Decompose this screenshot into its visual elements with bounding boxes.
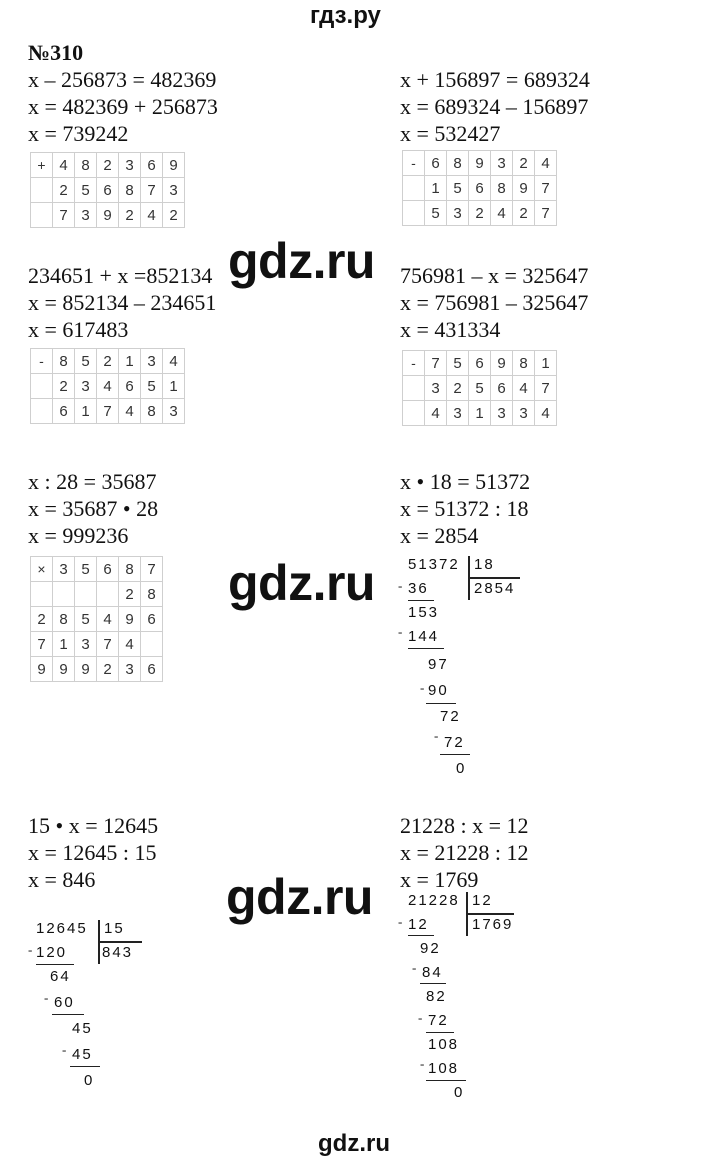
digit-cell: 8 [513, 351, 535, 376]
digit-cell: 8 [447, 151, 469, 176]
equation-line: x = 846 [28, 867, 96, 892]
equation-1 [28, 66, 218, 147]
digit-cell: 9 [163, 153, 185, 178]
digit-cell: 5 [141, 374, 163, 399]
digit-cell: 5 [447, 176, 469, 201]
digit-cell: 4 [97, 607, 119, 632]
division-step: 0 [456, 760, 467, 777]
digit-cell: 2 [163, 203, 185, 228]
division-step: 72 [428, 1012, 449, 1029]
digit-cell: 3 [119, 657, 141, 682]
digit-cell: 3 [163, 178, 185, 203]
digit-cell: 1 [535, 351, 557, 376]
watermark: gdz.ru [226, 869, 373, 925]
division-step: 12 [408, 916, 429, 933]
equation-4 [400, 262, 588, 343]
division-step: 45 [72, 1020, 93, 1037]
digit-cell: 7 [97, 632, 119, 657]
quotient: 843 [102, 944, 134, 961]
digit-cell: 5 [447, 351, 469, 376]
equation-line: x = 35687 • 28 [28, 496, 159, 521]
digit-cell: 1 [163, 374, 185, 399]
digit-cell: 1 [53, 632, 75, 657]
division-step: 72 [440, 708, 461, 725]
digit-cell: 6 [53, 399, 75, 424]
task-number: №310 [28, 40, 84, 65]
digit-cell: 3 [447, 401, 469, 426]
digit-cell: 4 [425, 401, 447, 426]
digit-cell: 8 [75, 153, 97, 178]
equation-line: x = 12645 : 15 [28, 840, 157, 865]
digit-cell: 6 [141, 153, 163, 178]
dividend: 21228 [408, 892, 460, 909]
equation-line: 15 • x = 12645 [28, 813, 159, 838]
watermark: gdz.ru [228, 555, 375, 611]
digit-cell: 4 [53, 153, 75, 178]
digit-cell: 7 [53, 203, 75, 228]
digit-cell: 4 [97, 374, 119, 399]
digit-cell [97, 582, 119, 607]
digit-cell [141, 632, 163, 657]
equation-line: x = 2854 [400, 523, 479, 548]
digit-cell: 8 [141, 399, 163, 424]
equation-line: x = 482369 + 256873 [28, 94, 218, 119]
digit-cell: 9 [75, 657, 97, 682]
digit-cell: 8 [119, 178, 141, 203]
digit-cell: 3 [53, 557, 75, 582]
digit-cell: 9 [491, 351, 513, 376]
operation-sign: + [31, 153, 53, 178]
digit-cell: 4 [119, 632, 141, 657]
digit-cell: 8 [53, 349, 75, 374]
digit-cell: 7 [97, 399, 119, 424]
operation-sign: × [31, 557, 53, 582]
digit-cell: 3 [447, 201, 469, 226]
digit-cell: 1 [469, 401, 491, 426]
equation-2 [400, 66, 590, 147]
digit-cell: 3 [119, 153, 141, 178]
digit-cell: 7 [535, 176, 557, 201]
digit-cell: 6 [97, 557, 119, 582]
digit-cell: 6 [469, 176, 491, 201]
digit-cell: 2 [513, 151, 535, 176]
quotient: 1769 [472, 916, 514, 933]
equation-line: x = 431334 [400, 317, 501, 342]
division-step: 92 [420, 940, 441, 957]
column-multiplication-table [30, 556, 163, 682]
digit-cell: 6 [141, 657, 163, 682]
equation-line: x : 28 = 35687 [28, 469, 157, 494]
digit-cell: 2 [119, 203, 141, 228]
equation-3 [28, 262, 216, 343]
operation-sign: - [403, 351, 425, 376]
digit-cell: 7 [425, 351, 447, 376]
long-division-3: 21228 12 1769 - 12 92 - 84 82 - 72 108 - 108 0 [398, 892, 514, 1101]
digit-cell: 9 [119, 607, 141, 632]
equation-line: x + 156897 = 689324 [400, 67, 590, 92]
digit-cell: 9 [469, 151, 491, 176]
digit-cell: 3 [491, 151, 513, 176]
digit-cell: 6 [425, 151, 447, 176]
digit-cell: 7 [141, 178, 163, 203]
column-subtraction-table [402, 150, 557, 226]
equation-line: x = 1769 [400, 867, 479, 892]
division-step: 84 [422, 964, 443, 981]
digit-cell: 5 [425, 201, 447, 226]
digit-cell: 2 [119, 582, 141, 607]
digit-cell: 9 [31, 657, 53, 682]
equation-line: x = 51372 : 18 [400, 496, 529, 521]
long-division-1: 51372 18 2854 - 36 153 - 144 97 - 90 72 - 72 0 [396, 552, 536, 782]
digit-cell: 7 [535, 201, 557, 226]
division-step: 36 [408, 580, 429, 597]
digit-cell: 5 [75, 557, 97, 582]
watermark: gdz.ru [228, 233, 375, 289]
equation-6 [400, 468, 530, 549]
digit-cell: 3 [75, 632, 97, 657]
digit-cell: 2 [31, 607, 53, 632]
equation-8 [400, 812, 529, 893]
long-division-2: 12645 15 843 - 120 64 - 60 45 - 45 0 [24, 916, 164, 1106]
digit-cell: 4 [513, 376, 535, 401]
equation-line: x – 256873 = 482369 [28, 67, 217, 92]
digit-cell: 2 [97, 657, 119, 682]
digit-cell: 5 [75, 178, 97, 203]
digit-cell: 9 [513, 176, 535, 201]
operation-sign: - [31, 349, 53, 374]
digit-cell: 1 [425, 176, 447, 201]
digit-cell: 4 [491, 201, 513, 226]
division-step: 60 [54, 994, 75, 1011]
operation-sign: - [403, 151, 425, 176]
equation-line: x = 532427 [400, 121, 501, 146]
divisor: 12 [472, 892, 493, 909]
equation-line: x • 18 = 51372 [400, 469, 531, 494]
digit-cell: 5 [75, 607, 97, 632]
divisor: 15 [104, 920, 125, 937]
equation-line: 234651 + x =852134 [28, 263, 213, 288]
digit-cell: 6 [141, 607, 163, 632]
digit-cell: 1 [119, 349, 141, 374]
digit-cell: 4 [535, 401, 557, 426]
division-step: 0 [84, 1072, 95, 1089]
column-subtraction-table [402, 350, 557, 426]
equation-line: x = 739242 [28, 121, 129, 146]
digit-cell: 3 [141, 349, 163, 374]
digit-cell: 7 [141, 557, 163, 582]
digit-cell: 2 [447, 376, 469, 401]
dividend: 51372 [408, 556, 460, 573]
divisor: 18 [474, 556, 495, 573]
division-step: 108 [428, 1036, 460, 1053]
equation-7 [28, 812, 158, 893]
digit-cell: 3 [513, 401, 535, 426]
dividend: 12645 [36, 920, 88, 937]
division-step: 90 [428, 682, 449, 699]
digit-cell: 2 [53, 374, 75, 399]
equation-line: x = 617483 [28, 317, 129, 342]
equation-5 [28, 468, 158, 549]
digit-cell: 3 [75, 374, 97, 399]
division-step: 144 [408, 628, 440, 645]
digit-cell: 1 [75, 399, 97, 424]
digit-cell: 4 [141, 203, 163, 228]
digit-cell: 8 [119, 557, 141, 582]
digit-cell: 9 [97, 203, 119, 228]
digit-cell: 8 [491, 176, 513, 201]
digit-cell: 6 [97, 178, 119, 203]
equation-line: x = 756981 – 325647 [400, 290, 589, 315]
digit-cell: 7 [535, 376, 557, 401]
division-step: 72 [444, 734, 465, 751]
column-subtraction-table [30, 348, 185, 424]
quotient: 2854 [474, 580, 516, 597]
digit-cell: 5 [469, 376, 491, 401]
division-step: 64 [50, 968, 71, 985]
digit-cell: 6 [119, 374, 141, 399]
equation-line: 21228 : x = 12 [400, 813, 529, 838]
equation-line: x = 852134 – 234651 [28, 290, 217, 315]
digit-cell: 2 [469, 201, 491, 226]
digit-cell: 3 [491, 401, 513, 426]
digit-cell [75, 582, 97, 607]
equation-line: x = 999236 [28, 523, 129, 548]
equation-line: x = 689324 – 156897 [400, 94, 589, 119]
digit-cell: 3 [75, 203, 97, 228]
digit-cell: 4 [535, 151, 557, 176]
digit-cell: 4 [163, 349, 185, 374]
division-step: 0 [454, 1084, 465, 1101]
digit-cell: 8 [141, 582, 163, 607]
digit-cell [53, 582, 75, 607]
equation-line: 756981 – x = 325647 [400, 263, 589, 288]
division-step: 108 [428, 1060, 460, 1077]
digit-cell: 4 [119, 399, 141, 424]
digit-cell: 6 [469, 351, 491, 376]
column-addition-table [30, 152, 185, 228]
digit-cell: 8 [53, 607, 75, 632]
division-step: 153 [408, 604, 440, 621]
digit-cell: 5 [75, 349, 97, 374]
digit-cell: 7 [31, 632, 53, 657]
digit-cell: 2 [97, 349, 119, 374]
digit-cell: 9 [53, 657, 75, 682]
digit-cell: 2 [97, 153, 119, 178]
division-step: 120 [36, 944, 68, 961]
site-footer: gdz.ru [318, 1130, 390, 1157]
division-step: 82 [426, 988, 447, 1005]
equation-line: x = 21228 : 12 [400, 840, 529, 865]
division-step: 45 [72, 1046, 93, 1063]
digit-cell: 6 [491, 376, 513, 401]
site-header: гдз.ру [310, 2, 381, 29]
division-step: 97 [428, 656, 449, 673]
digit-cell: 3 [425, 376, 447, 401]
digit-cell: 2 [53, 178, 75, 203]
digit-cell: 2 [513, 201, 535, 226]
digit-cell: 3 [163, 399, 185, 424]
